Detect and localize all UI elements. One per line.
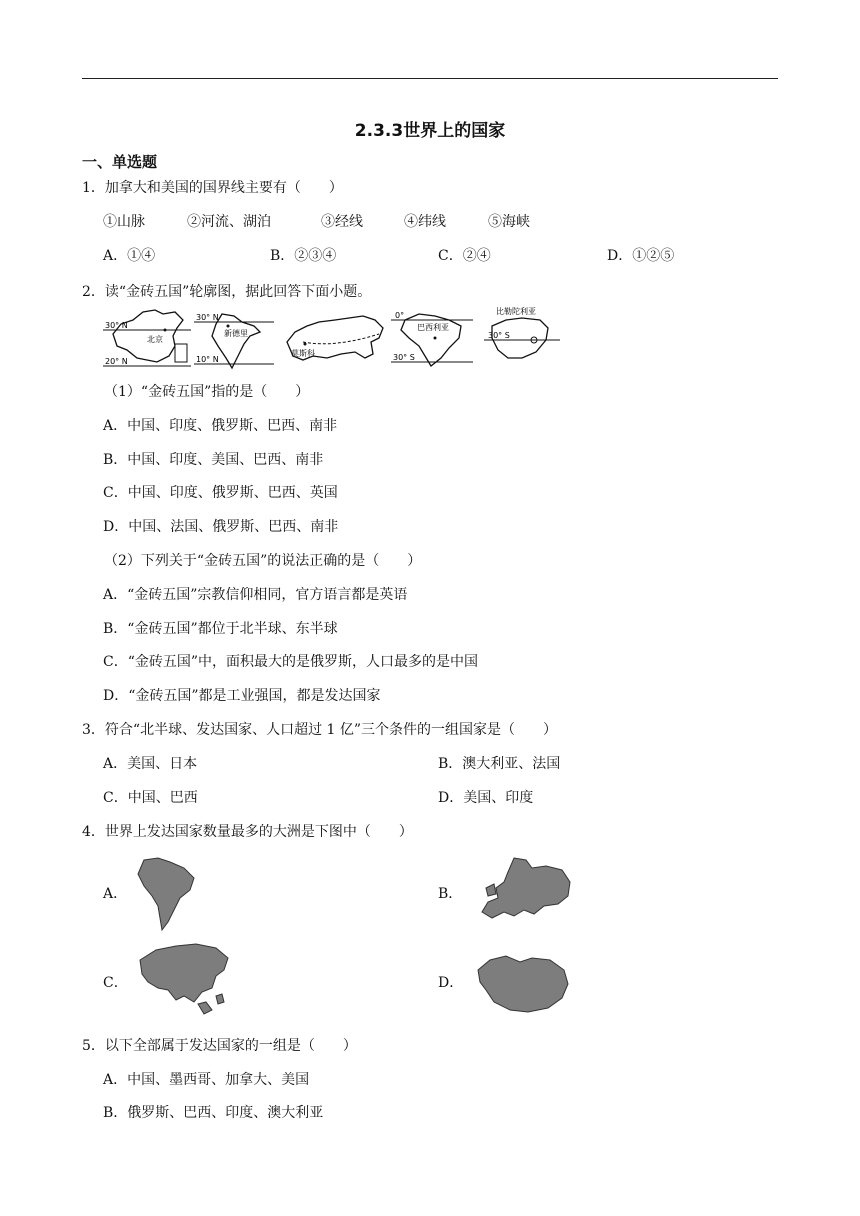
india-outline-map <box>194 310 274 372</box>
q1-stem: 1．加拿大和美国的国界线主要有（ ） <box>82 180 343 196</box>
q1-item-4: ④纬线 <box>404 214 446 230</box>
russia-city-label: 莫斯科 <box>291 349 315 358</box>
india-lat-label-2: 10° N <box>196 355 219 364</box>
south-africa-outline-map <box>484 306 560 368</box>
q1-item-1: ①山脉 <box>103 214 145 230</box>
china-lat-label-2: 20° N <box>105 357 128 366</box>
q1-item-5: ⑤海峡 <box>488 214 530 230</box>
section-heading: 一、单选题 <box>82 153 158 171</box>
asia-map[interactable] <box>132 940 232 1020</box>
q2-sub2-option-d[interactable]: D．“金砖五国”都是工业强国，都是发达国家 <box>103 688 381 704</box>
q4-option-d[interactable]: D． <box>438 975 464 991</box>
q2-sub2-option-c[interactable]: C．“金砖五国”中，面积最大的是俄罗斯，人口最多的是中国 <box>103 654 479 670</box>
q1-option-b[interactable]: B．②③④ <box>270 248 337 264</box>
south-africa-lat-label: 30° S <box>488 331 510 340</box>
europe-map[interactable] <box>474 854 574 926</box>
q2-sub2-stem: （2）下列关于“金砖五国”的说法正确的是（ ） <box>104 553 422 569</box>
q1-option-c[interactable]: C．②④ <box>438 248 491 264</box>
q3-stem: 3．符合“北半球、发达国家、人口超过 1 亿”三个条件的一组国家是（ ） <box>82 722 558 738</box>
brazil-outline-map <box>391 308 473 370</box>
india-city-label: 新德里 <box>224 329 248 338</box>
russia-outline-map <box>283 312 389 370</box>
q1-item-3: ③经线 <box>321 214 363 230</box>
q4-option-a[interactable]: A． <box>103 886 128 902</box>
india-lat-label-1: 30° N <box>196 313 219 322</box>
antarctica-map[interactable] <box>472 946 572 1018</box>
header-rule <box>82 78 778 79</box>
q5-option-a[interactable]: A．中国、墨西哥、加拿大、美国 <box>103 1072 310 1088</box>
brazil-city-label: 巴西利亚 <box>417 323 449 332</box>
q3-option-d[interactable]: D．美国、印度 <box>438 790 534 806</box>
q1-item-2: ②河流、湖泊 <box>187 214 271 230</box>
q2-sub1-option-a[interactable]: A．中国、印度、俄罗斯、巴西、南非 <box>103 418 338 434</box>
q4-stem: 4．世界上发达国家数量最多的大洲是下图中（ ） <box>82 824 413 840</box>
q2-sub2-option-a[interactable]: A．“金砖五国”宗教信仰相同，官方语言都是英语 <box>103 587 408 603</box>
q4-option-c[interactable]: C． <box>103 975 128 991</box>
q3-option-b[interactable]: B．澳大利亚、法国 <box>438 756 561 772</box>
south-america-map[interactable] <box>134 856 198 932</box>
brazil-lat-label-1: 0° <box>395 311 405 320</box>
q2-stem: 2．读“金砖五国”轮廓图，据此回答下面小题。 <box>82 284 372 300</box>
q4-option-b[interactable]: B． <box>438 886 463 902</box>
q5-option-b[interactable]: B．俄罗斯、巴西、印度、澳大利亚 <box>103 1105 324 1121</box>
china-lat-label-1: 30° N <box>105 321 128 330</box>
q2-sub1-option-d[interactable]: D．中国、法国、俄罗斯、巴西、南非 <box>103 519 339 535</box>
q2-sub1-stem: （1）“金砖五国”指的是（ ） <box>104 384 310 400</box>
q5-stem: 5．以下全部属于发达国家的一组是（ ） <box>82 1038 357 1054</box>
q3-option-a[interactable]: A．美国、日本 <box>103 756 198 772</box>
q3-option-c[interactable]: C．中国、巴西 <box>103 790 198 806</box>
q2-sub2-option-b[interactable]: B．“金砖五国”都位于北半球、东半球 <box>103 621 338 637</box>
brazil-lat-label-2: 30° S <box>393 353 415 362</box>
china-city-label: 北京 <box>147 335 163 344</box>
page-title: 2.3.3世界上的国家 <box>354 121 506 141</box>
q1-option-a[interactable]: A．①④ <box>103 248 156 264</box>
q1-option-d[interactable]: D．①②⑤ <box>607 248 675 264</box>
q2-sub1-option-c[interactable]: C．中国、印度、俄罗斯、巴西、英国 <box>103 485 338 501</box>
china-outline-map <box>103 306 191 372</box>
south-africa-city-label: 比勒陀利亚 <box>496 307 536 316</box>
q2-sub1-option-b[interactable]: B．中国、印度、美国、巴西、南非 <box>103 452 324 468</box>
